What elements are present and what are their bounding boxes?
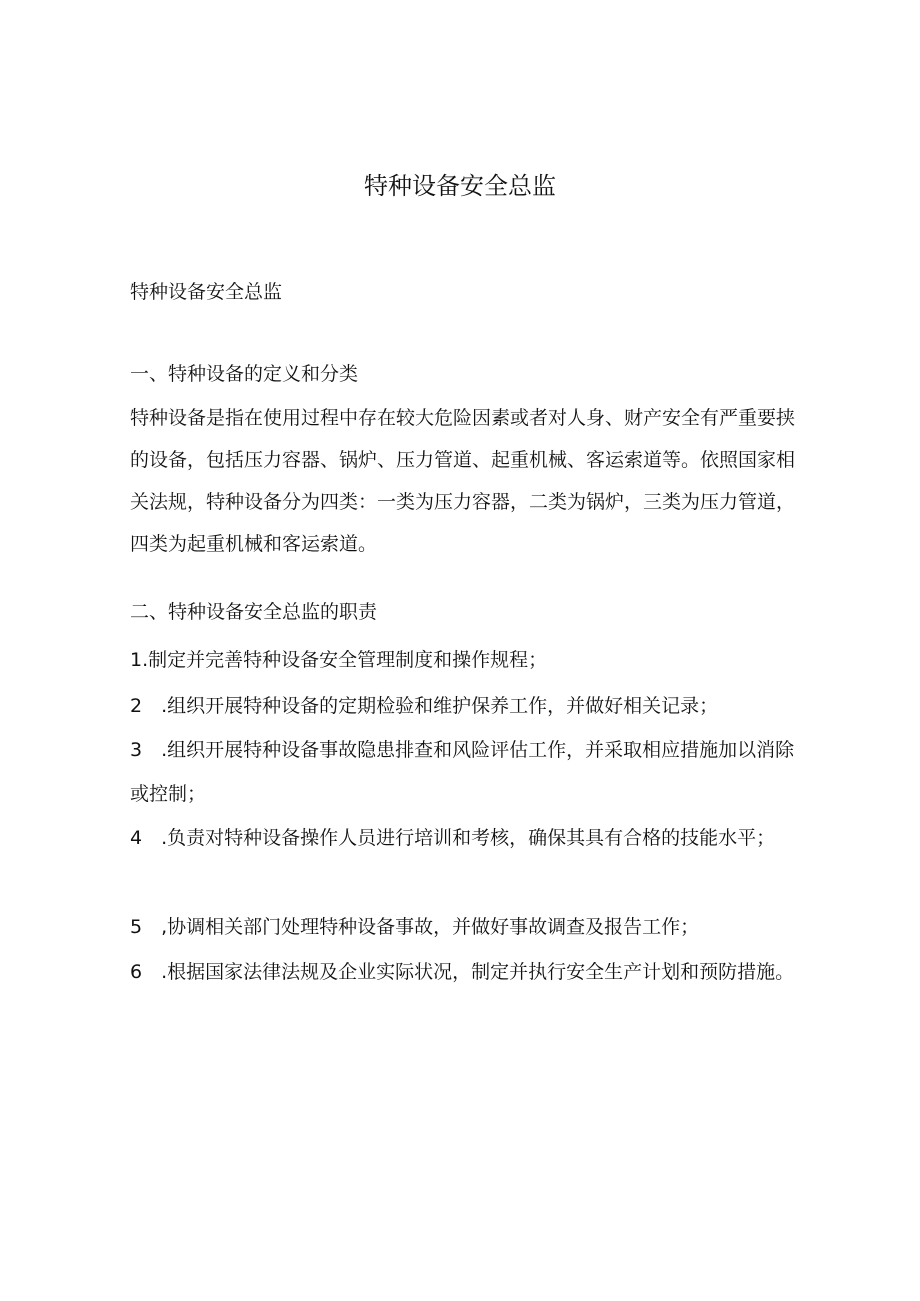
section-heading-duties: 二、特种设备安全总监的职责	[130, 601, 378, 623]
duty-item-6: 6 .根据国家法律法规及企业实际状况，制定并执行安全生产计划和预防措施。	[130, 961, 795, 983]
document-subtitle: 特种设备安全总监	[130, 281, 283, 303]
duty-item-2: 2 .组织开展特种设备的定期检验和维护保养工作，并做好相关记录；	[130, 695, 719, 717]
section-heading-definition: 一、特种设备的定义和分类	[130, 363, 359, 385]
duty-item-3: 3 .组织开展特种设备事故隐患排查和风险评估工作，并采取相应措施加以消除或控制；	[130, 739, 795, 805]
document-title: 特种设备安全总监	[364, 172, 556, 200]
duty-item-4: 4 .负责对特种设备操作人员进行培训和考核，确保其具有合格的技能水平；	[130, 827, 776, 849]
duty-item-1: 1.制定并完善特种设备安全管理制度和操作规程；	[130, 649, 548, 671]
duty-item-5: 5 ,协调相关部门处理特种设备事故，并做好事故调查及报告工作；	[130, 916, 700, 938]
section-paragraph-definition: 特种设备是指在使用过程中存在较大危险因素或者对人身、财产安全有严重要挟的设备，包括压力容器、锅炉、压力管道、起重机械、客运索道等。依照国家相关法规，特种设备分为四类：一类为压力容器，二类为锅炉，三类为压力管道，四类为起重机械和客运索道。	[130, 407, 796, 555]
